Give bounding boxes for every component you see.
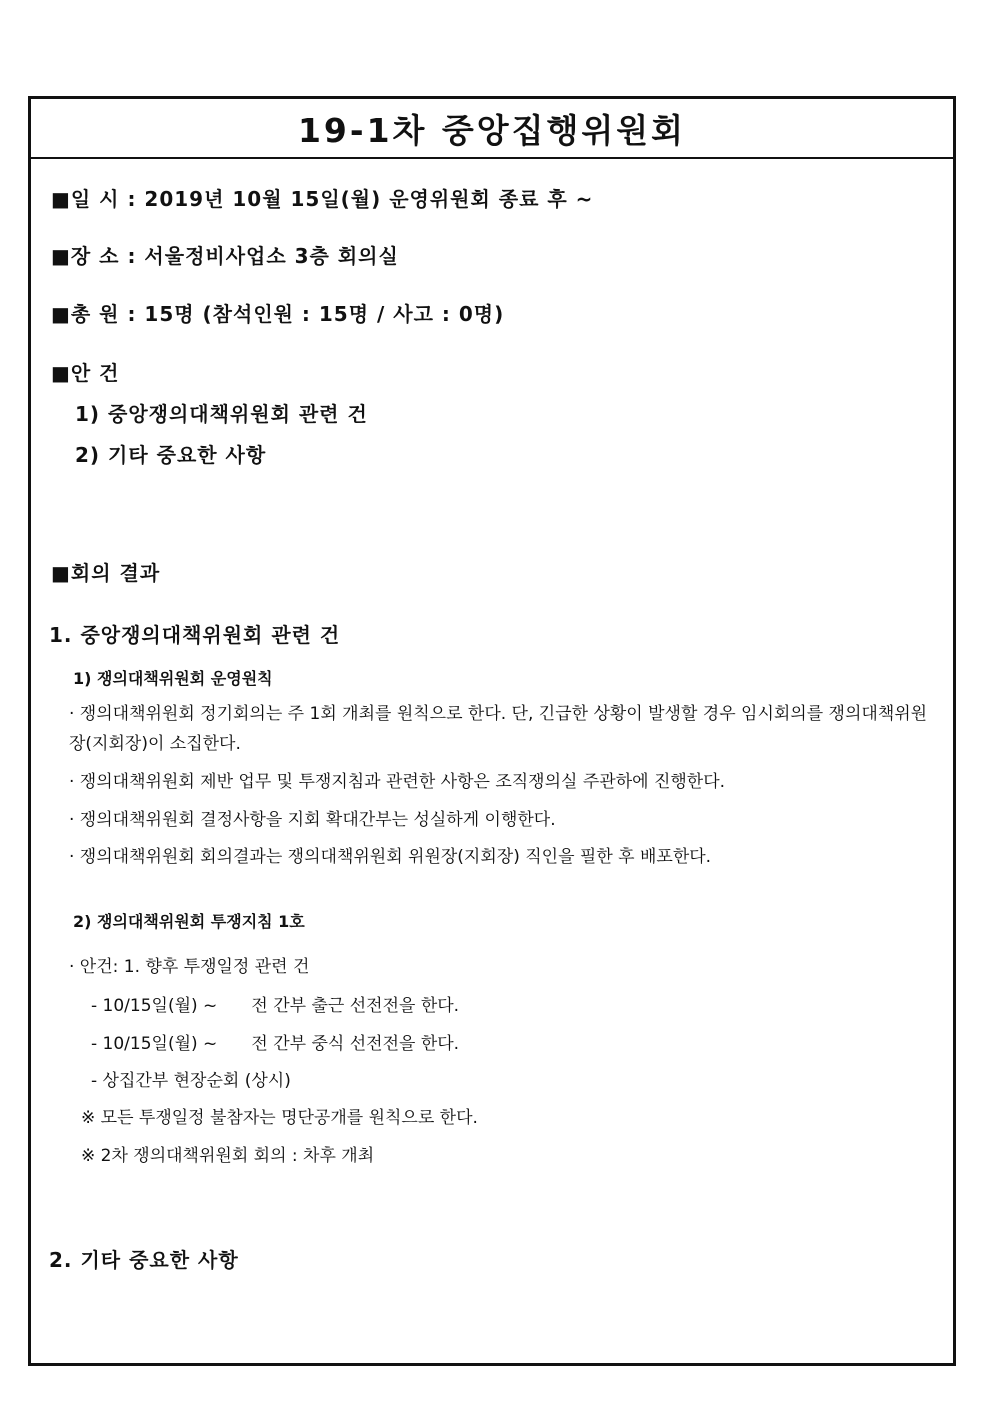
- schedule-item: [91, 991, 459, 1016]
- agenda-item: 2) 기타 중요한 사항: [75, 443, 267, 467]
- meeting-place: ■장 소 : 서울정비사업소 3층 회의실: [51, 244, 399, 268]
- note-line: ※ 2차 쟁의대책위원회 회의 : 차후 개최: [81, 1146, 375, 1166]
- rule-line: · 쟁의대책위원회 결정사항을 지회 확대간부는 성실하게 이행한다.: [69, 810, 556, 830]
- results-heading: ■회의 결과: [51, 561, 161, 585]
- agenda-item: 1) 중앙쟁의대책위원회 관련 건: [75, 402, 368, 426]
- note-line: ※ 모든 투쟁일정 불참자는 명단공개를 원칙으로 한다.: [81, 1108, 478, 1128]
- schedule-date: - 10/15일(월) ~: [91, 1034, 218, 1054]
- rule-line: · 쟁의대책위원회 정기회의는 주 1회 개최를 원칙으로 한다. 단, 긴급한 상황이 발생할 경우 임시회의를 쟁의대책위원장(지회장)이 소집한다.: [69, 704, 928, 754]
- meeting-members: ■총 원 : 15명 (참석인원 : 15명 / 사고 : 0명): [51, 302, 505, 326]
- schedule-text: 전 간부 중식 선전전을 한다.: [251, 1034, 460, 1054]
- section-1-sub-2-heading: 2) 쟁의대책위원회 투쟁지침 1호: [73, 912, 305, 931]
- rule-line: · 쟁의대책위원회 제반 업무 및 투쟁지침과 관련한 사항은 조직쟁의실 주관하에 진행한다.: [69, 772, 726, 792]
- meeting-date: ■일 시 : 2019년 10월 15일(월) 운영위원회 종료 후 ~: [51, 187, 594, 211]
- section-1-sub-1-heading: 1) 쟁의대책위원회 운영원칙: [73, 669, 273, 688]
- document-frame: [28, 96, 956, 1366]
- rule-line: · 쟁의대책위원회 회의결과는 쟁의대책위원회 위원장(지회장) 직인을 필한 후 배포한다.: [69, 847, 712, 867]
- page-title: 19-1차 중앙집행위원회: [297, 110, 687, 150]
- title-bar: [31, 99, 953, 159]
- schedule-text: 전 간부 출근 선전전을 한다.: [251, 996, 460, 1016]
- schedule-date: - 10/15일(월) ~: [91, 996, 218, 1016]
- schedule-date: - 상집간부 현장순회 (상시): [91, 1071, 291, 1091]
- schedule-item: [91, 1029, 459, 1054]
- section-1-heading: 1. 중앙쟁의대책위원회 관련 건: [49, 623, 341, 647]
- agenda-heading: ■안 건: [51, 361, 120, 385]
- sub-2-agenda-line: · 안건: 1. 향후 투쟁일정 관련 건: [69, 957, 310, 977]
- schedule-item: [91, 1066, 291, 1091]
- section-2-heading: 2. 기타 중요한 사항: [49, 1248, 239, 1272]
